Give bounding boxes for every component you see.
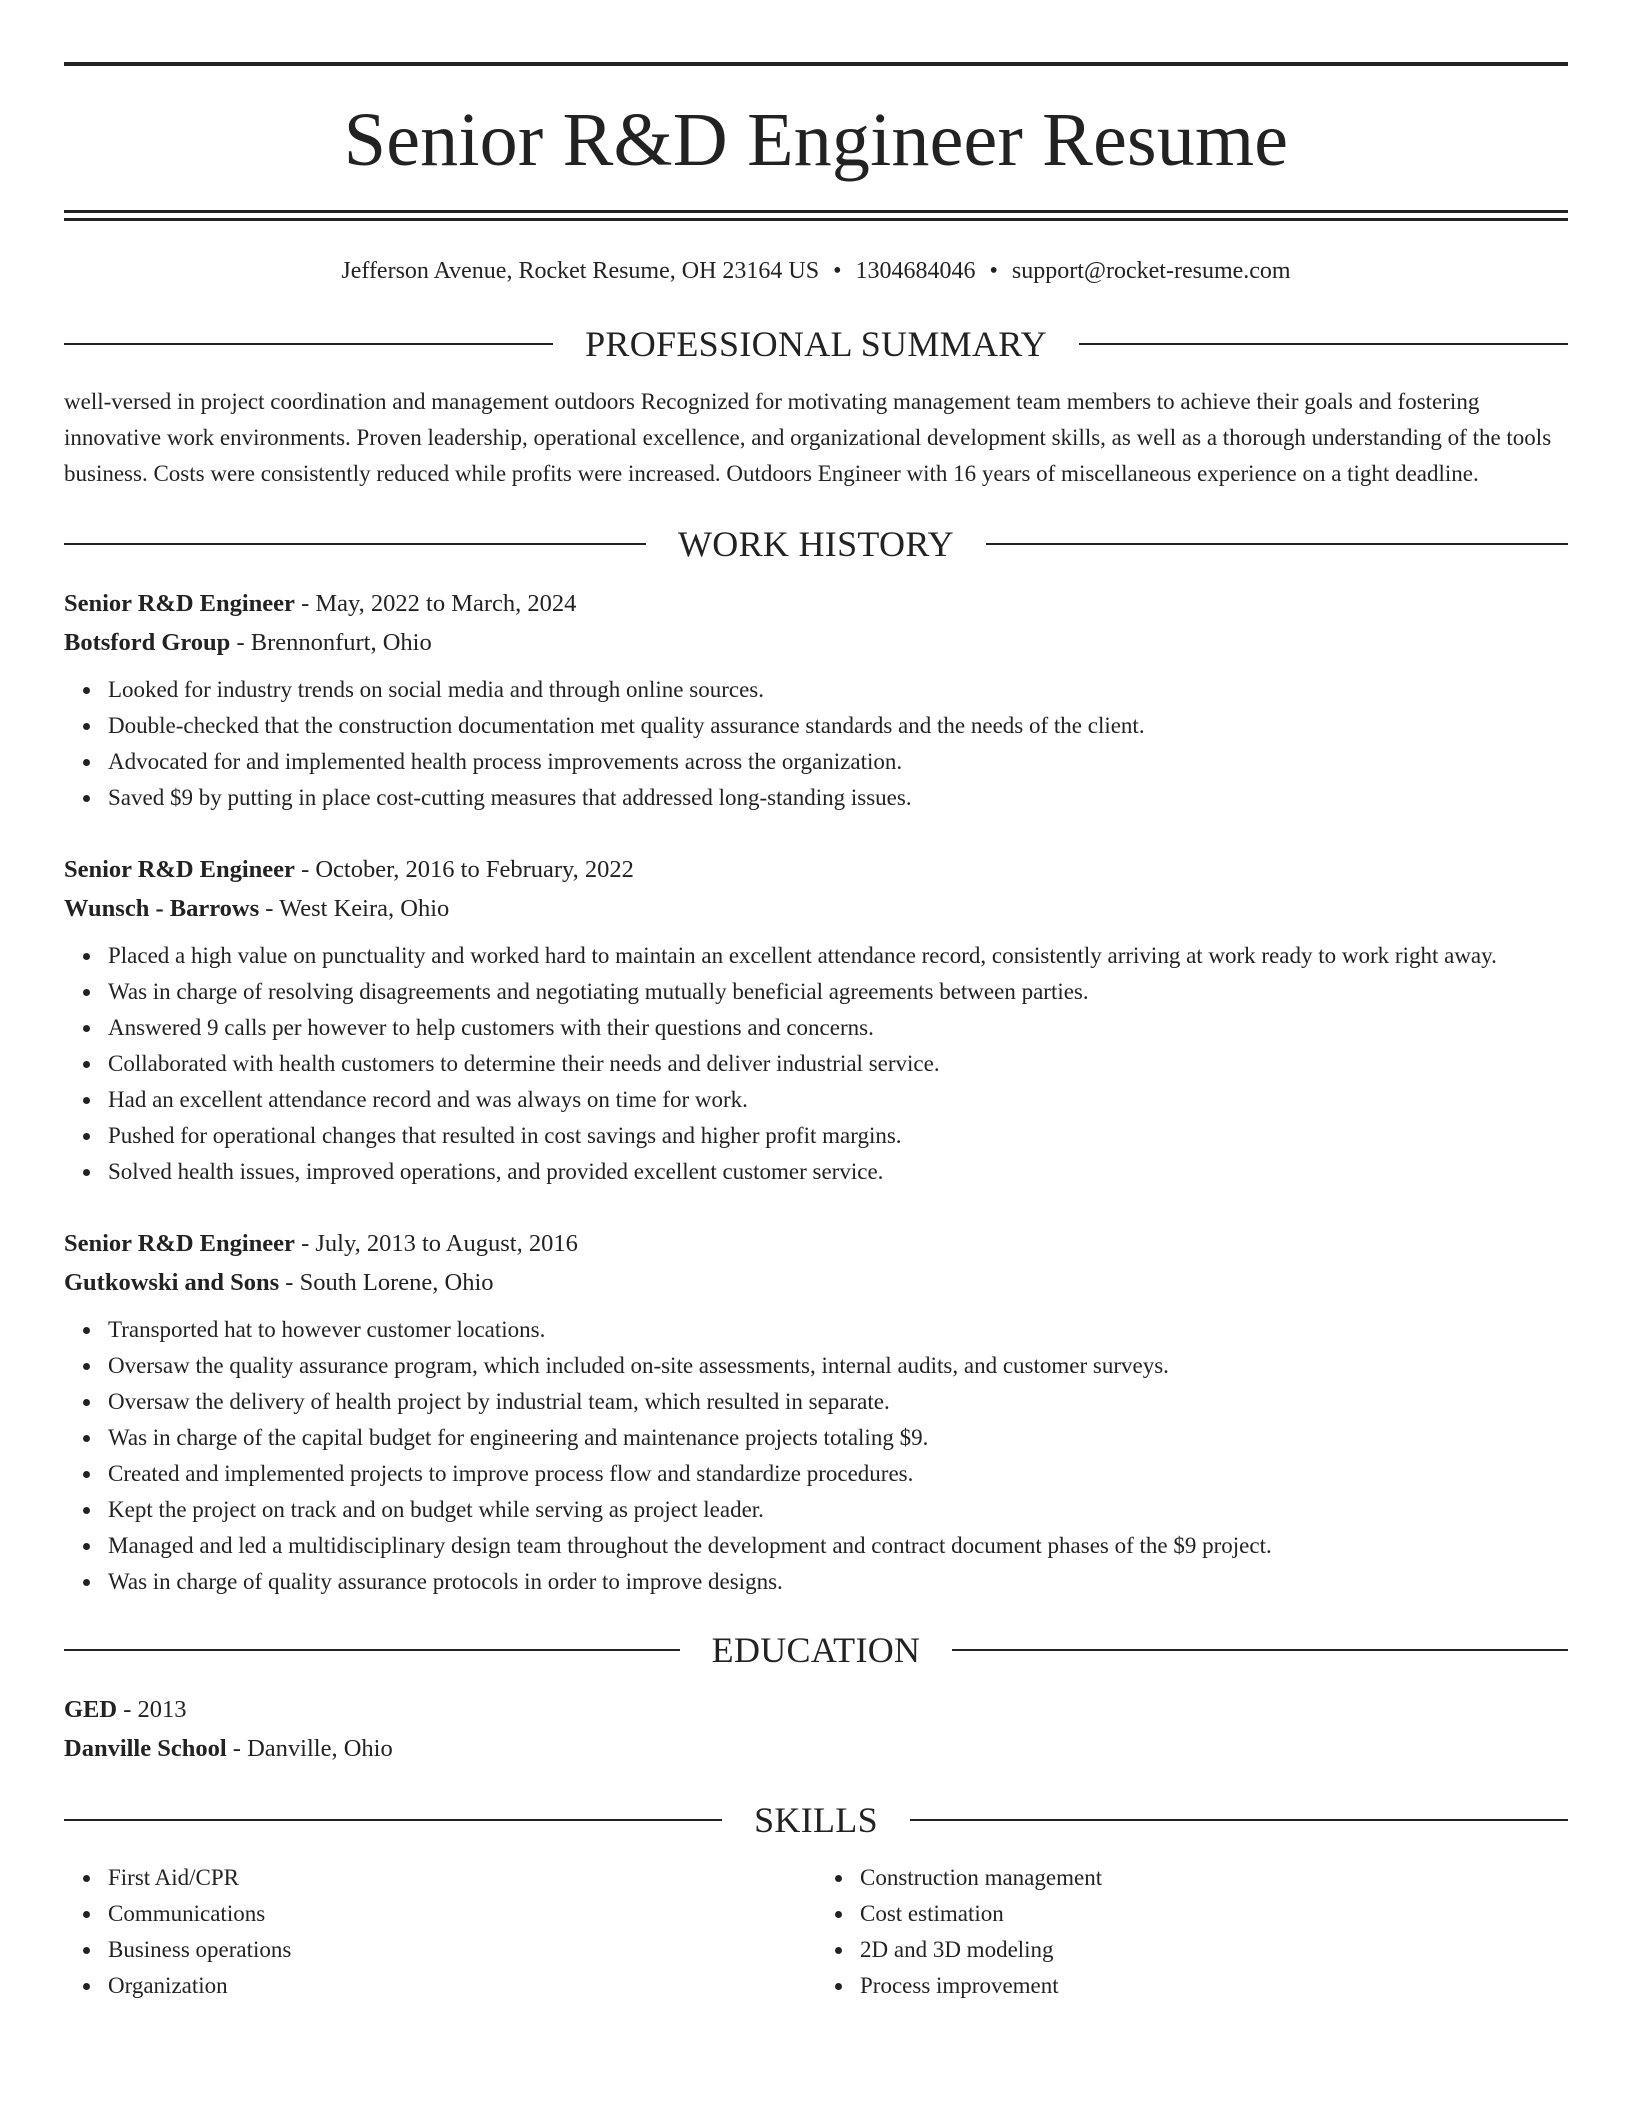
list-item: Cost estimation (860, 1896, 1568, 1932)
heading-rule-right (1079, 343, 1568, 345)
list-item: Advocated for and implemented health process improvements across the organization. (108, 744, 1568, 780)
heading-rule-right (910, 1819, 1568, 1821)
job-dates: - July, 2013 to August, 2016 (294, 1229, 578, 1257)
list-item: Solved health issues, improved operations, and provided excellent customer service. (108, 1154, 1568, 1190)
heading-rule-right (952, 1649, 1568, 1651)
education-school: Danville School (64, 1734, 227, 1762)
job-entry (64, 850, 1568, 1190)
education-location: - Danville, Ohio (226, 1734, 393, 1762)
heading-rule-left (64, 1819, 722, 1821)
job-entry (64, 584, 1568, 816)
list-item: Business operations (108, 1932, 816, 1968)
section-heading-label: EDUCATION (711, 1629, 921, 1670)
education-degree-line (64, 1690, 1568, 1729)
education-year: - 2013 (117, 1695, 187, 1723)
list-item: Double-checked that the construction documentation met quality assurance standards and the needs of the client. (108, 708, 1568, 744)
section-heading-label: PROFESSIONAL SUMMARY (585, 323, 1047, 364)
list-item: Construction management (860, 1860, 1568, 1896)
job-title: Senior R&D Engineer (64, 589, 295, 617)
list-item: Oversaw the delivery of health project by industrial team, which resulted in separate. (108, 1384, 1568, 1420)
list-item: Was in charge of resolving disagreements and negotiating mutually beneficial agreements between parties. (108, 974, 1568, 1010)
job-company: Botsford Group (64, 628, 231, 656)
list-item: Was in charge of quality assurance protocols in order to improve designs. (108, 1564, 1568, 1600)
list-item: Managed and led a multidisciplinary design team throughout the development and contract document phases of the $9 project. (108, 1528, 1568, 1564)
job-company-line (64, 1263, 1568, 1302)
section-heading-summary (64, 323, 1568, 364)
job-title-line (64, 1224, 1568, 1263)
list-item: Answered 9 calls per however to help customers with their questions and concerns. (108, 1010, 1568, 1046)
list-item: Was in charge of the capital budget for engineering and maintenance projects totaling $9. (108, 1420, 1568, 1456)
section-heading-education (64, 1629, 1568, 1670)
job-location: - South Lorene, Ohio (279, 1268, 494, 1296)
list-item: Created and implemented projects to improve process flow and standardize procedures. (108, 1456, 1568, 1492)
list-item: Process improvement (860, 1968, 1568, 2004)
job-title: Senior R&D Engineer (64, 855, 295, 883)
job-company: Gutkowski and Sons (64, 1268, 280, 1296)
list-item: Communications (108, 1896, 816, 1932)
list-item: Saved $9 by putting in place cost-cutting measures that addressed long-standing issues. (108, 780, 1568, 816)
job-location: - West Keira, Ohio (259, 894, 450, 922)
list-item: 2D and 3D modeling (860, 1932, 1568, 1968)
education-entry (64, 1690, 1568, 1768)
job-location: - Brennonfurt, Ohio (230, 628, 432, 656)
list-item: Organization (108, 1968, 816, 2004)
heading-rule-left (64, 343, 553, 345)
heading-rule-left (64, 543, 646, 545)
skills-column-left (64, 1860, 816, 2004)
contact-separator: • (989, 258, 998, 284)
contact-separator: • (833, 258, 842, 284)
list-item: Looked for industry trends on social media and through online sources. (108, 672, 1568, 708)
heading-rule-left (64, 1649, 680, 1651)
education-degree: GED (64, 1695, 118, 1723)
job-title-line (64, 850, 1568, 889)
top-rule (64, 62, 1568, 66)
title-double-rule (64, 210, 1568, 221)
section-heading-label: SKILLS (754, 1799, 878, 1840)
job-company-line (64, 889, 1568, 928)
education-school-line (64, 1729, 1568, 1768)
section-heading-label: WORK HISTORY (678, 523, 954, 564)
job-dates: - October, 2016 to February, 2022 (294, 855, 634, 883)
summary-text: well-versed in project coordination and management outdoors Recognized for motivating management team members to achieve their goals and fostering innovative work environments. Proven leadership, operational excellence, and organizational development skills, as well as a thorough understanding of the tools business. Costs were consistently reduced while profits were increased. Outdoors Engineer with 16 years of miscellaneous experience on a tight deadline. (64, 388, 1552, 486)
contact-line (64, 257, 1568, 286)
list-item: Transported hat to however customer locations. (108, 1312, 1568, 1348)
list-item: Placed a high value on punctuality and worked hard to maintain an excellent attendance record, consistently arriving at work ready to work right away. (108, 938, 1568, 974)
contact-email: support@rocket-resume.com (1011, 258, 1291, 284)
work-history-list (64, 584, 1568, 1600)
contact-address: Jefferson Avenue, Rocket Resume, OH 23164 US (341, 258, 820, 284)
job-entry (64, 1224, 1568, 1600)
job-title-line (64, 584, 1568, 623)
list-item: Collaborated with health customers to determine their needs and deliver industrial service. (108, 1046, 1568, 1082)
job-bullets (64, 1312, 1568, 1600)
section-heading-skills (64, 1799, 1568, 1840)
list-item: Oversaw the quality assurance program, which included on-site assessments, internal audits, and customer surveys. (108, 1348, 1568, 1384)
list-item: First Aid/CPR (108, 1860, 816, 1896)
job-dates: - May, 2022 to March, 2024 (294, 589, 577, 617)
heading-rule-right (986, 543, 1568, 545)
page-title: Senior R&D Engineer Resume (343, 98, 1289, 182)
job-title: Senior R&D Engineer (64, 1229, 295, 1257)
job-bullets (64, 938, 1568, 1190)
job-bullets (64, 672, 1568, 816)
list-item: Kept the project on track and on budget while serving as project leader. (108, 1492, 1568, 1528)
list-item: Had an excellent attendance record and was always on time for work. (108, 1082, 1568, 1118)
contact-phone: 1304684046 (855, 258, 976, 284)
list-item: Pushed for operational changes that resulted in cost savings and higher profit margins. (108, 1118, 1568, 1154)
job-company: Wunsch - Barrows (64, 894, 260, 922)
job-company-line (64, 623, 1568, 662)
skills-column-right (816, 1860, 1568, 2004)
section-heading-work (64, 523, 1568, 564)
skills-grid (64, 1860, 1568, 2004)
